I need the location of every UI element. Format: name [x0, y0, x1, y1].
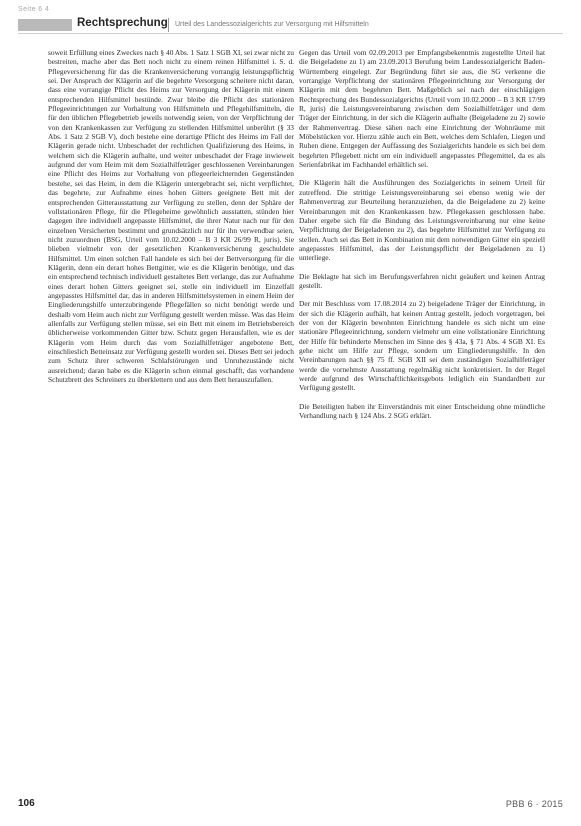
right-column: [299, 48, 545, 420]
header-rule: [18, 33, 563, 34]
header-accent-bar: [18, 19, 72, 31]
right-paragraph-1: Gegen das Urteil vom 02.09.2013 per Empfangsbekenntnis zugestellte Urteil hat die Beigeladene zu 1) am 23.09.2013 Berufung beim Landessozialgericht Baden-Württemberg eingelegt. Zur Begründung führt sie aus, die SG verkenne die vorrangige Verpflichtung der stationären Pflegeeinrichtung zur Versorgung der Klägerin mit dem begehrten Bett. Maßgeblich sei nach der einschlägigen Rechtsprechung des Bundessozialgerichts (Urteil vom 10.02.2000 – B 3 KR 17/99 R, juris) die Leistungsvereinbarung zwischen dem Sozialhilfeträger und dem Träger der Einrichtung, in der sich die Klägerin aufhalte (Beigeladene zu 2) sowie der Rahmenvertrag. Diese sähen nach eine Einrichtung der Wohnräume mit Möbelstücken vor. Hierzu zähle auch ein Bett, welches dem Schlafen, Liegen und Ruhen diene. Entgegen der Auffassung des Sozialgerichts handele es sich bei dem begehrten Pflegebett nicht um ein individuell angepasstes Pflegemittel, da es als Serienfabrikat im Fachhandel erhältlich sei.: [299, 48, 545, 170]
header-divider: [168, 18, 169, 32]
left-column: [48, 48, 294, 384]
right-paragraph-4: Der mit Beschluss vom 17.08.2014 zu 2) beigeladene Träger der Einrichtung, in der sich die Klägerin aufhält, hat keinen Antrag gestellt, jedoch vorgetragen, bei der von der Klägerin bewohnten Einrichtung handele es sich nicht um eine stationäre Pflegeeinrichtung, sondern vielmehr um eine vollstationäre Einrichtung der Hilfe für behinderte Menschen im Sinne des § 43a, § 71 Abs. 4 SGB XI. Es gehe nicht um Hilfe zur Pflege, sondern um Eingliederungshilfe. In den Vereinbarungen nach §§ 75 ff. SGB XII sei dem zuständigen Sozialhilfeträger werde die vornehmste Ausstattung regelmäßig nicht konkretisiert. In der Regel werde aufgrund des Wirtschaftlichkeitsgebots lediglich ein Standardbett zur Verfügung gestellt.: [299, 299, 545, 393]
right-paragraph-5: Die Beteiligten haben ihr Einverständnis mit einer Entscheidung ohne mündliche Verhandlung nach § 124 Abs. 2 SGG erklärt.: [299, 401, 545, 421]
journal-issue: PBB 6 · 2015: [505, 799, 563, 809]
section-title: Rechtsprechung: [77, 17, 168, 29]
section-subtitle: Urteil des Landessozialgerichts zur Versorgung mit Hilfsmitteln: [175, 20, 369, 28]
page-number: 106: [18, 798, 35, 809]
journal-section-label: Seite 6 4: [18, 6, 50, 13]
right-paragraph-3: Die Beklagte hat sich im Berufungsverfahren nicht geäußert und keinen Antrag gestellt.: [299, 271, 545, 290]
right-paragraph-2: Die Klägerin hält die Ausführungen des Sozialgerichts in seinem Urteil für zutreffend. Die strittige Leistungsvereinbarung sei ebenso wenig wie der Rahmenvertrag zur Beurteilung heranzuziehen, da die Beigeladene zu 2) keine Vereinbarungen mit den Krankenkassen bzw. Pflegekassen geschlossen habe. Daher ergebe sich für die Bindung des Leistungsvereinbarung nur eine keine Verpflichtung der Beigeladenen zu 2), das begehrte Hilfsmittel zur Verfügung zu stellen. Auch sei das Bett in Kombination mit dem notwendigen Gitter ein speziell angepasstes Hilfsmittel, das der Leistungspflicht der Beigeladenen zu 1) unterliege.: [299, 178, 545, 263]
left-paragraph-1: soweit Erfüllung eines Zweckes nach § 40 Abs. 1 Satz 1 SGB XI, sei zwar nicht zu bestreiten, mache aber das Bett noch nicht zu einem reinen Hilfsmittel i. S. d. Pflegeversicherung für das die Krankenversicherung vorrangig leistungspflichtig sei. Der Anspruch der Klägerin auf die begehrte Versorgung scheitere nicht daran, dass eine vorrangige Pflicht des Heims zur Versorgung der Klägerin mit einem entsprechenden Hilfsmittel bestünde. Zwar bleibe die Pflicht des stationären Pflegeeinrichtungen zur Vorhaltung von Hilfsmitteln und Pflegehilfsmitteln, die für den üblichen Pflegebetrieb jeweils notwendig seien, von der Verpflichtung der von den Krankenkassen zur Verfügung zu stellenden Hilfsmittel unberührt (§ 33 Abs. 1 Satz 2 SGB V), doch bestehe eine derartige Pflicht des Heims im Fall der Klägerin gerade nicht. Unbeschadet der rechtlichen Qualifizierung des Heims, in welchem sich die Klägerin aufhalte, und weiter unbeschadet der Frage inwieweit aufgrund der vom Heim mit dem Sozialhilfeträger geschlossenen Vereinbarungen eine Pflicht des Heims zur Vorhaltung von pflegeerleichternden Gegenständen bestehe, sei das Heim, in dem die Klägerin untergebracht sei, nicht verpflichtet, das begehrte, zur Aufnahme eines hohen Gitters geeignete Bett mit der entsprechenden Gitterausstattung zur Verfügung zu stellen, denn der Sphäre der vollstationären Pflege, für die Pflegeheime gewöhnlich ausstatten, stünden hier dagegen ihre individuell angepasste Hilfsmittel, die ihrer Natur nach nur für den einzelnen Versicherten bestimmt und grundsätzlich nur für ihn verwendbar seien, nicht zuzuordnen (BSG, Urteil vom 10.02.2000 – B 3 KR 26/99 R, juris). Sie blieben vielmehr von der gesetzlichen Krankenversicherung geschuldete Hilfsmittel. Um einen solchen Fall handele es sich bei der Bettversorgung für die Klägerin, denn ein derart hohes Bettgitter, wie es die Klägerin benötige, und das ein entsprechend technisch individuell gestaltetes Bett verlange, das zur Aufnahme eines derart hohen Gitters geeignet sei, stelle ein individuell im Einzelfall angepasstes Hilfsmittel dar, das in anderen Hilfsmittelsystemen in einem Heim der Eingliederungshilfe unterzubringende Pflegefällen so nicht benötigt werde und deshalb vom Heim auch nicht zur Verfügung gestellt werden müsse. Was das Heim allenfalls zur Verfügung stellen müsse, sei ein Bett mit einem im Betriebsbereich üblicherweise vorkommenden Gitter bzw. Schutz gegen Herausfallen, wie es der Klägerin vom Heim durch das vom Sozialhilfeträger angebotene Bett, einschlieslich Betteinsatz zur Verfügung gestellt worden sei. Dieses Bett sei jedoch zum Schutz ihrer schweren Schlafstörungen und Unruhezustände nicht ausreichend; daran habe es die Klägerin schon einmal geschafft, das vorhandene Schutzbrett des Schreiners zu überklettern und aus dem Bett herauszufallen.: [48, 48, 294, 385]
page-header: [18, 17, 563, 34]
